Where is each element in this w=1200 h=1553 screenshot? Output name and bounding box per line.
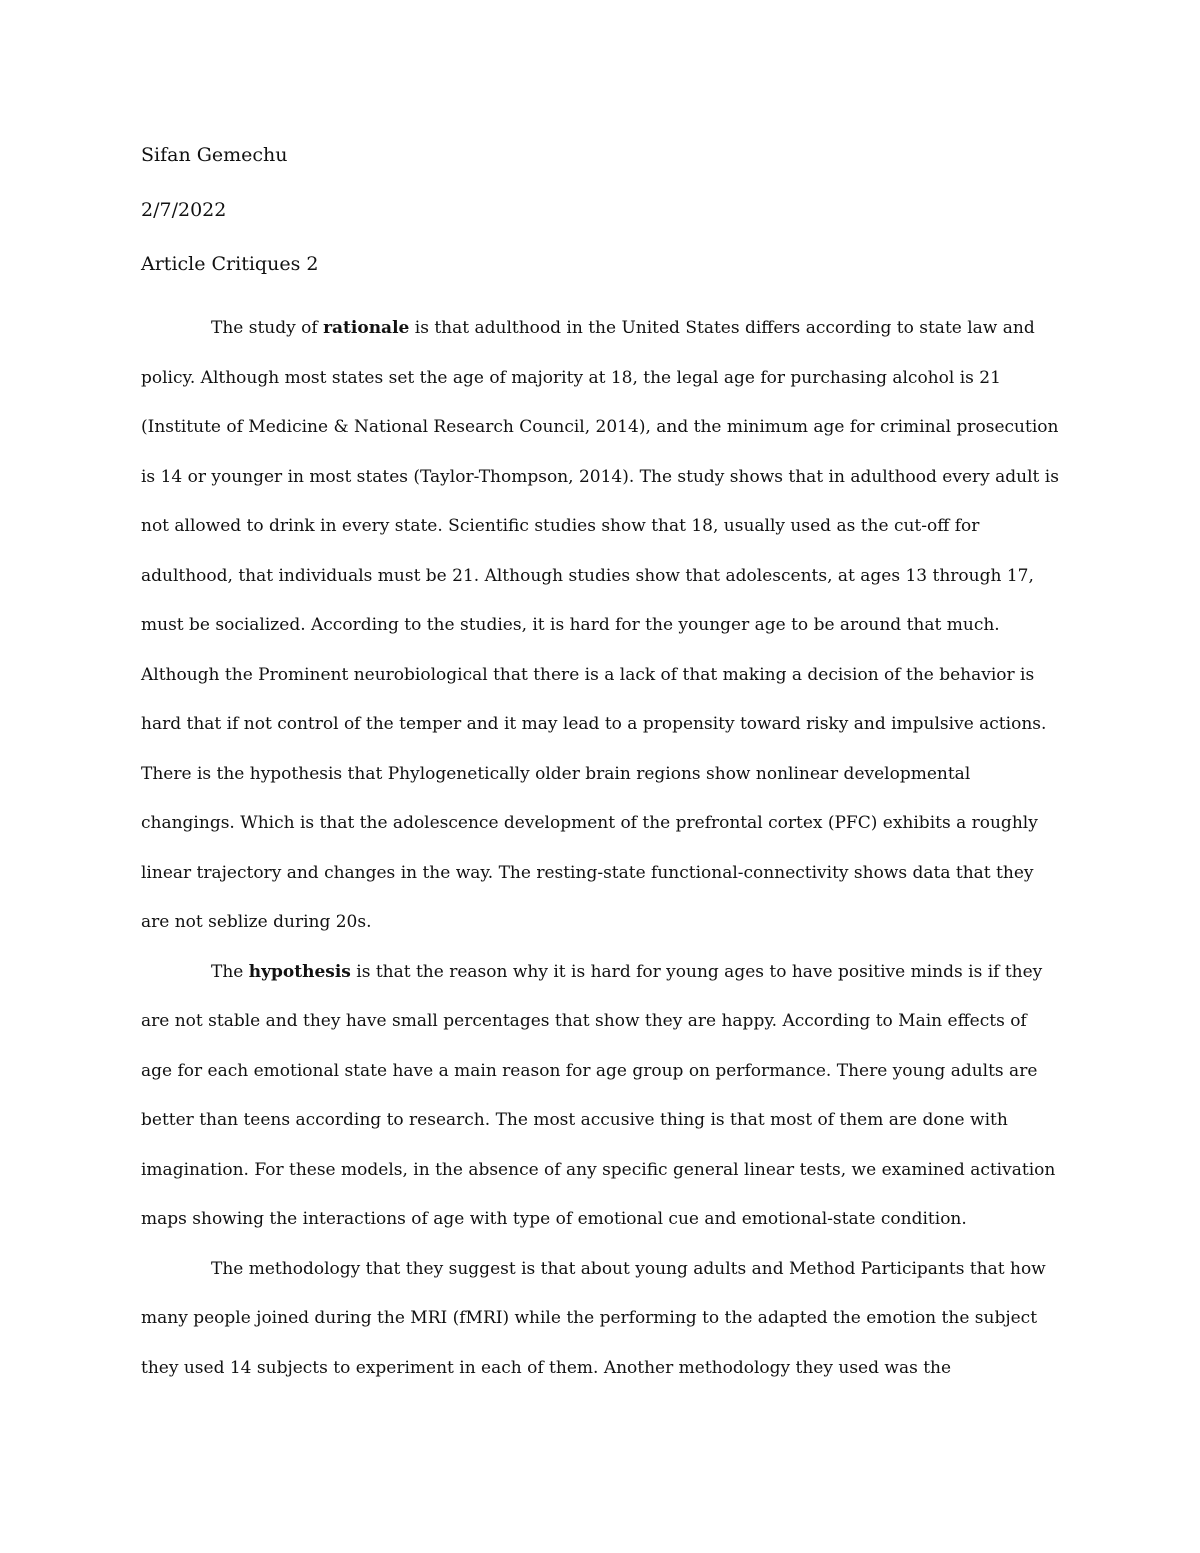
paragraph-methodology: [141, 1245, 1061, 1394]
paragraph-rationale: [141, 304, 1061, 948]
paragraph-hypothesis: [141, 948, 1061, 1245]
paragraph-text: The methodology that they suggest is that about young adults and Method Participants that how many people joined during the MRI (fMRI) while the performing to the adapted the emotion the subject they used 14 subjects to experiment in each of them. Another methodology they used was the: [141, 1258, 1046, 1378]
document-title: Article Critiques 2: [141, 253, 319, 275]
paragraph-text: is that adulthood in the United States differs according to state law and policy. Although most states set the age of majority at 18, the legal age for purchasing alcohol is 21 (Institute of Medicine & National Research Council, 2014), and the minimum age for criminal prosecution is 14 or younger in most states (Taylor-Thompson, 2014). The study shows that in adulthood every adult is not allowed to drink in every state. Scientific studies show that 18, usually used as the cut-off for adulthood, that individuals must be 21. Although studies show that adolescents, at ages 13 through 17, must be socialized. According to the studies, it is hard for the younger age to be around that much. Although the Prominent neurobiological that there is a lack of that making a decision of the behavior is hard that if not control of the temper and it may lead to a propensity toward risky and impulsive actions. There is the hypothesis that Phylogenetically older brain regions show nonlinear developmental changings. Which is that the adolescence development of the prefrontal cortex (PFC) exhibits a roughly linear trajectory and changes in the way. The resting-state functional-connectivity shows data that they are not seblize during 20s.: [141, 318, 1059, 932]
document-body: [141, 304, 1061, 1393]
bold-term-hypothesis: hypothesis: [248, 961, 351, 982]
paragraph-text: The study of: [211, 318, 324, 338]
bold-term-rationale: rationale: [323, 318, 410, 338]
paragraph-text: The: [211, 961, 249, 982]
paragraph-text: is that the reason why it is hard for young ages to have positive minds is if they are not stable and they have small percentages that show they are happy. According to Main effects of age for each emotional state have a main reason for age group on performance. There young adults are better than teens according to research. The most accusive thing is that most of them are done with imagination. For these models, in the absence of any specific general linear tests, we examined activation maps showing the interactions of age with type of emotional cue and emotional-state condition.: [141, 961, 1056, 1229]
document-date: 2/7/2022: [141, 199, 227, 221]
author-name: Sifan Gemechu: [141, 144, 288, 166]
